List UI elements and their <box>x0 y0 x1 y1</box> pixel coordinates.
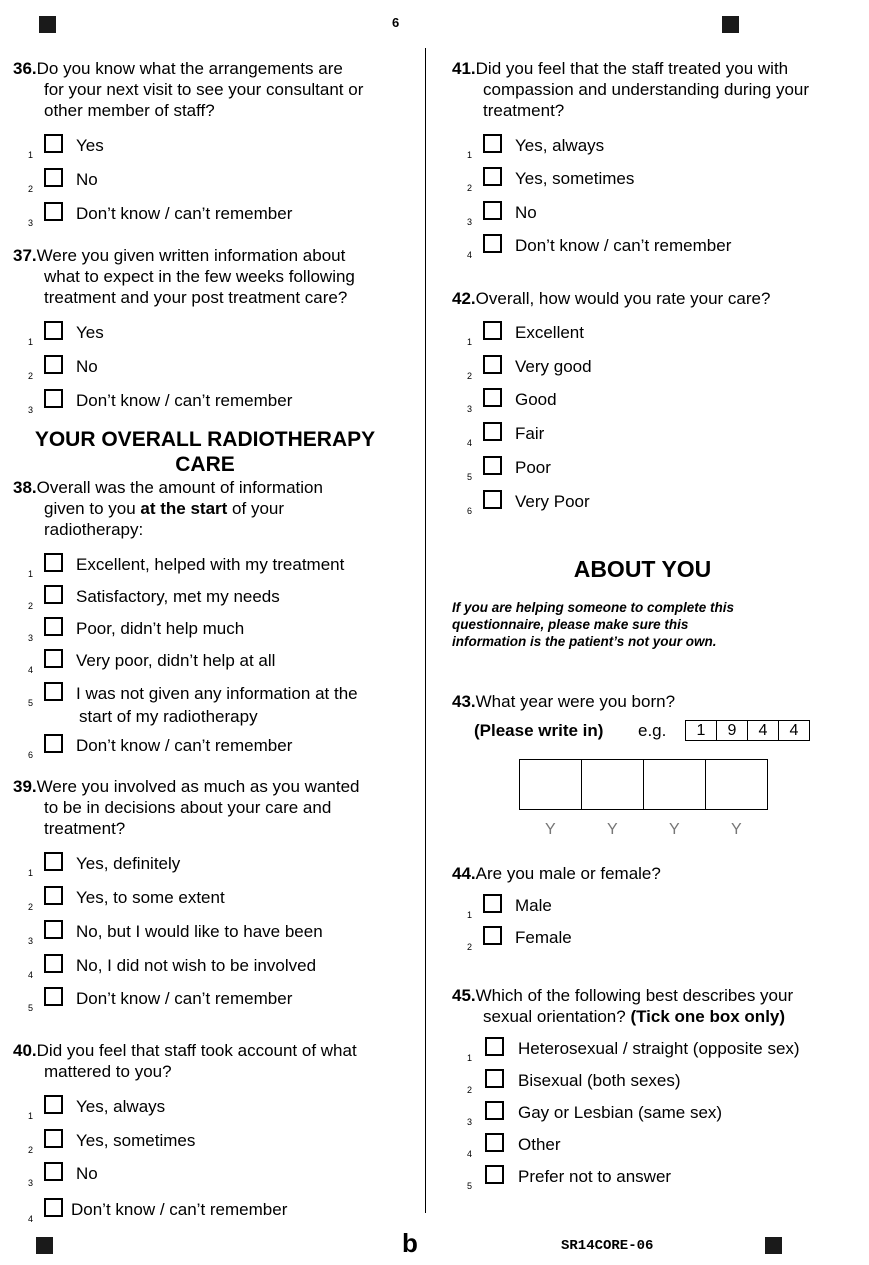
question-44 <box>452 863 862 884</box>
option-code: 3 <box>28 405 34 415</box>
year-digit-label: Y <box>669 821 680 838</box>
option-code: 2 <box>467 371 473 381</box>
checkbox[interactable] <box>44 553 63 572</box>
question-text: to be in decisions about your care and <box>44 798 332 817</box>
question-text: Which of the following best describes your <box>475 986 794 1005</box>
option-code: 3 <box>28 936 34 946</box>
option-code: 4 <box>28 665 34 675</box>
option-code: 2 <box>28 184 34 194</box>
option-code: 3 <box>467 404 473 414</box>
option-code: 6 <box>467 506 473 516</box>
option-code: 3 <box>28 633 34 643</box>
emphasis-text: at the start <box>140 499 228 518</box>
checkbox[interactable] <box>44 1162 63 1181</box>
question-text: what to expect in the few weeks following <box>44 267 355 286</box>
footer-page-glyph: b <box>402 1228 418 1258</box>
question-text: Overall, how would you rate your care? <box>475 289 771 308</box>
question-number: 43. <box>452 692 476 711</box>
option-code: 5 <box>28 1003 34 1013</box>
question-text: Did you feel that the staff treated you with <box>475 59 789 78</box>
option-code: 4 <box>28 970 34 980</box>
checkbox[interactable] <box>483 321 502 340</box>
checkbox[interactable] <box>44 355 63 374</box>
question-number: 36. <box>13 59 37 78</box>
checkbox[interactable] <box>44 617 63 636</box>
option-code: 1 <box>28 1111 34 1121</box>
section-heading <box>10 427 400 477</box>
checkbox[interactable] <box>485 1037 504 1056</box>
option-code: 3 <box>467 1117 473 1127</box>
option-code: 2 <box>467 1085 473 1095</box>
option-label: Female <box>515 928 572 947</box>
question-text: Were you given written information about <box>36 246 346 265</box>
question-text: treatment and your post treatment care? <box>44 288 348 307</box>
option-code: 3 <box>28 1178 34 1188</box>
option-code: 2 <box>28 1145 34 1155</box>
option-label: Good <box>515 390 557 409</box>
checkbox[interactable] <box>44 202 63 221</box>
checkbox[interactable] <box>44 954 63 973</box>
question-38 <box>13 477 413 540</box>
question-text: Did you feel that staff took account of what <box>36 1041 357 1060</box>
checkbox[interactable] <box>483 926 502 945</box>
option-label: No <box>515 203 537 222</box>
question-number: 40. <box>13 1041 37 1060</box>
checkbox[interactable] <box>44 168 63 187</box>
option-code: 1 <box>28 868 34 878</box>
option-code: 1 <box>467 1053 473 1063</box>
checkbox[interactable] <box>44 886 63 905</box>
question-text: compassion and understanding during your <box>483 80 810 99</box>
option-label: Yes, always <box>76 1097 166 1116</box>
page-number: 6 <box>392 15 400 30</box>
question-45 <box>452 985 862 1027</box>
question-number: 41. <box>452 59 476 78</box>
option-code: 2 <box>28 902 34 912</box>
option-label: Poor, didn’t help much <box>76 619 245 638</box>
section-heading: ABOUT YOU <box>573 556 712 582</box>
option-label: No <box>76 1164 98 1183</box>
option-label: Yes, to some extent <box>76 888 225 907</box>
option-label: Excellent <box>515 323 584 342</box>
question-text: other member of staff? <box>44 101 215 120</box>
option-label: Don’t know / can’t remember <box>515 236 732 255</box>
option-label: Prefer not to answer <box>518 1167 672 1186</box>
checkbox[interactable] <box>44 987 63 1006</box>
option-label: Yes <box>76 136 104 155</box>
question-43 <box>452 691 862 712</box>
question-text: Are you male or female? <box>475 864 661 883</box>
write-in-instruction: (Please write in) <box>474 721 604 740</box>
option-label: I was not given any information at the <box>76 684 358 703</box>
option-code: 1 <box>467 337 473 347</box>
section-heading-line: CARE <box>175 453 235 476</box>
option-label: Fair <box>515 424 545 443</box>
registration-marker-bottom-left <box>36 1237 53 1254</box>
registration-marker-top-right <box>722 16 739 33</box>
option-label: Don’t know / can’t remember <box>76 989 293 1008</box>
checkbox[interactable] <box>485 1069 504 1088</box>
option-label: Satisfactory, met my needs <box>76 587 280 606</box>
option-code: 1 <box>467 150 473 160</box>
option-label: Don’t know / can’t remember <box>76 736 293 755</box>
option-code: 3 <box>467 217 473 227</box>
option-label: Bisexual (both sexes) <box>518 1071 681 1090</box>
checkbox[interactable] <box>44 585 63 604</box>
instruction-line: questionnaire, please make sure this <box>452 617 689 632</box>
option-label: Very good <box>515 357 592 376</box>
checkbox[interactable] <box>483 234 502 253</box>
birth-year-input <box>519 759 768 810</box>
year-digit-field[interactable] <box>582 760 644 809</box>
option-code: 4 <box>467 438 473 448</box>
option-code: 3 <box>28 218 34 228</box>
option-label: Yes <box>76 323 104 342</box>
checkbox[interactable] <box>483 894 502 913</box>
checkbox[interactable] <box>44 682 63 701</box>
instruction-line: If you are helping someone to complete this <box>452 600 735 615</box>
example-digit: 1 <box>686 721 717 740</box>
question-number: 42. <box>452 289 476 308</box>
option-label: No, but I would like to have been <box>76 922 323 941</box>
checkbox[interactable] <box>483 422 502 441</box>
question-number: 38. <box>13 478 37 497</box>
example-digit: 4 <box>748 721 779 740</box>
question-text: treatment? <box>44 819 126 838</box>
option-label: Very poor, didn’t help at all <box>76 651 276 670</box>
option-code: 2 <box>28 601 34 611</box>
checkbox[interactable] <box>44 920 63 939</box>
checkbox[interactable] <box>485 1165 504 1184</box>
option-code: 5 <box>28 698 34 708</box>
column-divider <box>425 48 426 1213</box>
option-label: No <box>76 357 98 376</box>
checkbox[interactable] <box>44 134 63 153</box>
option-label: Very Poor <box>515 492 590 511</box>
question-text: Were you involved as much as you wanted <box>36 777 360 796</box>
option-label: Don’t know / can’t remember <box>76 204 293 223</box>
question-text: for your next visit to see your consultant or <box>44 80 364 99</box>
checkbox[interactable] <box>483 490 502 509</box>
checkbox[interactable] <box>483 134 502 153</box>
question-text: Overall was the amount of information <box>36 478 323 497</box>
checkbox[interactable] <box>44 1095 63 1114</box>
question-37 <box>13 245 413 308</box>
example-year-box <box>685 720 810 741</box>
year-digit-field[interactable] <box>520 760 582 809</box>
year-digit-label: Y <box>607 821 618 838</box>
example-digit: 4 <box>789 722 799 739</box>
option-label: No, I did not wish to be involved <box>76 956 317 975</box>
option-code: 2 <box>467 942 473 952</box>
option-code: 1 <box>28 337 34 347</box>
question-text: mattered to you? <box>44 1062 172 1081</box>
registration-marker-top-left <box>39 16 56 33</box>
option-label: Don’t know / can’t remember <box>71 1200 288 1219</box>
question-text: Do you know what the arrangements are <box>36 59 343 78</box>
option-label: No <box>76 170 98 189</box>
option-code: 1 <box>467 910 473 920</box>
option-label: Yes, definitely <box>76 854 181 873</box>
question-40 <box>13 1040 418 1082</box>
question-39 <box>13 776 413 839</box>
option-label: Don’t know / can’t remember <box>76 391 293 410</box>
option-code: 1 <box>28 150 34 160</box>
emphasis-text: (Tick one box only) <box>630 1007 786 1026</box>
checkbox[interactable] <box>485 1101 504 1120</box>
year-digit-label: Y <box>545 821 556 838</box>
question-number: 37. <box>13 246 37 265</box>
question-36 <box>13 58 413 121</box>
instruction-line: information is the patient’s not your own. <box>452 634 717 649</box>
checkbox[interactable] <box>44 321 63 340</box>
example-label: e.g. <box>638 721 667 740</box>
year-digit-field[interactable] <box>644 760 706 809</box>
section-heading-line: YOUR OVERALL RADIOTHERAPY <box>34 428 376 451</box>
question-text: sexual orientation? (Tick one box only) <box>483 1007 786 1026</box>
option-label: Excellent, helped with my treatment <box>76 555 345 574</box>
option-label-continued: start of my radiotherapy <box>79 707 258 726</box>
checkbox[interactable] <box>44 852 63 871</box>
option-code: 5 <box>467 1181 473 1191</box>
question-number: 44. <box>452 864 476 883</box>
option-code: 4 <box>467 250 473 260</box>
helper-instruction <box>452 599 852 650</box>
option-label: Other <box>518 1135 561 1154</box>
year-digit-label: Y <box>731 821 742 838</box>
checkbox[interactable] <box>44 389 63 408</box>
option-label: Poor <box>515 458 551 477</box>
checkbox[interactable] <box>44 1129 63 1148</box>
question-number: 45. <box>452 986 476 1005</box>
checkbox[interactable] <box>44 649 63 668</box>
question-text: radiotherapy: <box>44 520 144 539</box>
option-code: 2 <box>28 371 34 381</box>
option-code: 5 <box>467 472 473 482</box>
checkbox[interactable] <box>483 201 502 220</box>
question-42 <box>452 288 862 309</box>
option-code: 4 <box>467 1149 473 1159</box>
option-code: 4 <box>28 1214 34 1224</box>
option-code: 6 <box>28 750 34 760</box>
question-text: treatment? <box>483 101 565 120</box>
option-label: Gay or Lesbian (same sex) <box>518 1103 723 1122</box>
checkbox[interactable] <box>44 734 63 753</box>
checkbox[interactable] <box>483 456 502 475</box>
question-text: given to you at the start of your <box>44 499 285 518</box>
checkbox[interactable] <box>485 1133 504 1152</box>
option-code: 2 <box>467 183 473 193</box>
option-label: Yes, sometimes <box>76 1131 196 1150</box>
example-digit: 9 <box>717 721 748 740</box>
question-41 <box>452 58 862 121</box>
checkbox[interactable] <box>483 388 502 407</box>
option-label: Yes, always <box>515 136 605 155</box>
form-code: SR14CORE-06 <box>561 1238 654 1254</box>
checkbox[interactable] <box>483 167 502 186</box>
registration-marker-bottom-right <box>765 1237 782 1254</box>
option-label: Yes, sometimes <box>515 169 635 188</box>
checkbox[interactable] <box>483 355 502 374</box>
question-text: What year were you born? <box>475 692 676 711</box>
option-code: 1 <box>28 569 34 579</box>
year-digit-field[interactable] <box>706 760 767 809</box>
option-label: Heterosexual / straight (opposite sex) <box>518 1039 800 1058</box>
checkbox[interactable] <box>44 1198 63 1217</box>
question-number: 39. <box>13 777 37 796</box>
option-label: Male <box>515 896 552 915</box>
